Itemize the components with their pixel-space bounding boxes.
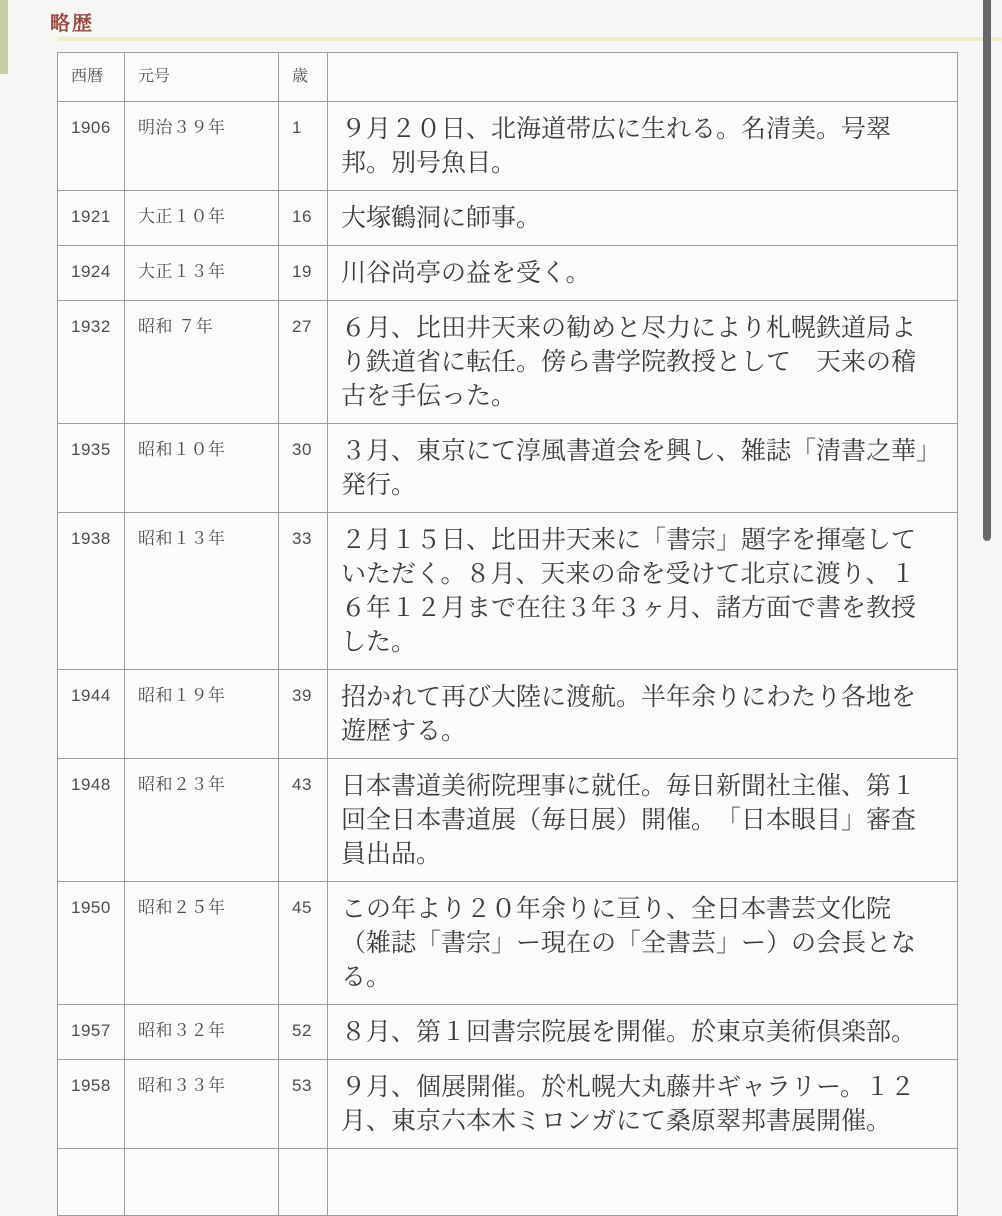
header-era-name: 元号 xyxy=(125,53,279,102)
era-cell: 昭和２５年 xyxy=(125,882,279,1005)
year-cell: 1944 xyxy=(58,670,125,759)
era-cell: 昭和３３年 xyxy=(125,1060,279,1149)
scrollbar-thumb[interactable] xyxy=(983,0,991,541)
age-cell: 33 xyxy=(279,513,328,670)
event-cell: ２月１５日、比田井天来に「書宗」題字を揮毫していただく。８月、天来の命を受けて北京に渡り、１６年１２月まで在往３年３ヶ月、諸方面で書を教授した。 xyxy=(328,513,958,670)
table-row xyxy=(58,670,958,759)
event-cell: この年より２０年余りに亘り、全日本書芸文化院（雑誌「書宗」ー現在の「全書芸」ー）の会長となる。 xyxy=(328,882,958,1005)
event-cell: ８月、第１回書宗院展を開催。於東京美術倶楽部。 xyxy=(328,1005,958,1060)
age-cell: 45 xyxy=(279,882,328,1005)
age-cell: 52 xyxy=(279,1005,328,1060)
year-cell: 1938 xyxy=(58,513,125,670)
era-cell: 昭和 ７年 xyxy=(125,301,279,424)
event-cell: 日本書道美術院理事に就任。毎日新聞社主催、第１回全日本書道展（毎日展）開催。 「日本眼目」審査員出品。 xyxy=(328,759,958,882)
year-cell: 1924 xyxy=(58,246,125,301)
table-row xyxy=(58,191,958,246)
year-cell: 1932 xyxy=(58,301,125,424)
year-cell: 1921 xyxy=(58,191,125,246)
age-cell: 30 xyxy=(279,424,328,513)
header-age: 歳 xyxy=(279,53,328,102)
header-western-year: 西暦 xyxy=(58,53,125,102)
era-cell: 大正１０年 xyxy=(125,191,279,246)
table-row xyxy=(58,513,958,670)
age-cell: 1 xyxy=(279,102,328,191)
table-row xyxy=(58,1060,958,1149)
year-cell: 1957 xyxy=(58,1005,125,1060)
event-cell: ６月、比田井天来の勧めと尽力により札幌鉄道局より鉄道省に転任。傍ら書学院教授として 天来の稽古を手伝った。 xyxy=(328,301,958,424)
table-row xyxy=(58,1005,958,1060)
table-row-partial xyxy=(58,1149,958,1216)
era-cell: 大正１３年 xyxy=(125,246,279,301)
year-cell: 1950 xyxy=(58,882,125,1005)
table-row xyxy=(58,246,958,301)
era-cell: 昭和２３年 xyxy=(125,759,279,882)
year-cell: 1948 xyxy=(58,759,125,882)
table-row xyxy=(58,424,958,513)
era-cell: 昭和１０年 xyxy=(125,424,279,513)
era-cell: 昭和１９年 xyxy=(125,670,279,759)
age-cell: 16 xyxy=(279,191,328,246)
event-cell: ３月、東京にて淳風書道会を興し、雑誌「清書之華」発行。 xyxy=(328,424,958,513)
year-cell: 1906 xyxy=(58,102,125,191)
era-cell: 昭和３２年 xyxy=(125,1005,279,1060)
biography-table xyxy=(57,52,958,1216)
age-cell: 53 xyxy=(279,1060,328,1149)
table-header xyxy=(58,53,958,102)
age-cell: 19 xyxy=(279,246,328,301)
event-cell: 招かれて再び大陸に渡航。半年余りにわたり各地を遊歴する。 xyxy=(328,670,958,759)
age-cell xyxy=(279,1149,328,1216)
table-body-partial xyxy=(58,1149,958,1216)
era-cell: 昭和１３年 xyxy=(125,513,279,670)
table-row xyxy=(58,102,958,191)
table-header-row xyxy=(58,53,958,102)
year-cell: 1958 xyxy=(58,1060,125,1149)
table-row xyxy=(58,301,958,424)
era-cell xyxy=(125,1149,279,1216)
year-cell: 1935 xyxy=(58,424,125,513)
table-row xyxy=(58,882,958,1005)
year-cell xyxy=(58,1149,125,1216)
event-cell: ９月２０日、北海道帯広に生れる。名清美。号翠邦。別号魚目。 xyxy=(328,102,958,191)
left-accent-bar xyxy=(0,0,8,74)
era-cell: 明治３９年 xyxy=(125,102,279,191)
table-row xyxy=(58,759,958,882)
event-cell: 大塚鶴洞に師事。 xyxy=(328,191,958,246)
title-underline xyxy=(57,37,1002,41)
table-body xyxy=(58,102,958,1149)
event-cell: 川谷尚亭の益を受く。 xyxy=(328,246,958,301)
page-title: 略歴 xyxy=(50,13,94,35)
event-cell xyxy=(328,1149,958,1216)
event-cell: ９月、個展開催。於札幌大丸藤井ギャラリー。１２月、東京六本木ミロンガにて桑原翠邦書展開催。 xyxy=(328,1060,958,1149)
age-cell: 39 xyxy=(279,670,328,759)
header-event xyxy=(328,53,958,102)
age-cell: 43 xyxy=(279,759,328,882)
age-cell: 27 xyxy=(279,301,328,424)
